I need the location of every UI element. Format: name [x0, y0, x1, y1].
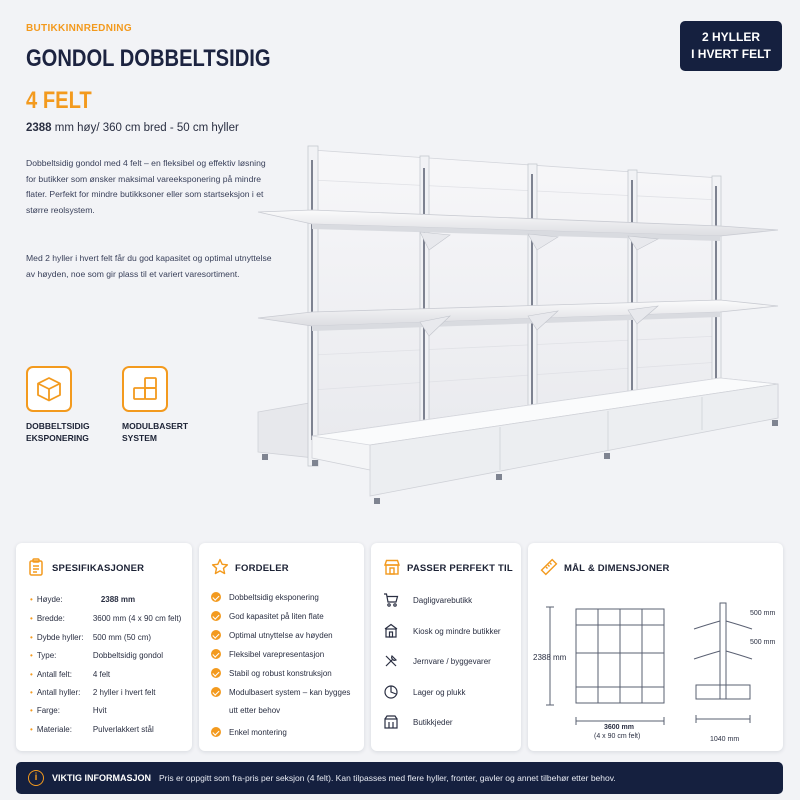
advantage-item: [211, 590, 319, 605]
badge-line-1: 2 HYLLER: [701, 30, 760, 44]
cart-icon: [383, 593, 399, 607]
dimension-summary: [26, 122, 239, 134]
advantage-item: [211, 647, 324, 662]
badge-line-2: I HVERT FELT: [691, 47, 771, 61]
spec-key: Type:: [36, 651, 57, 660]
spec-row: • Type: Dobbeltsidig gondol: [30, 651, 210, 660]
storefront-icon: [383, 558, 401, 576]
check-icon: [211, 649, 221, 659]
spec-value: 2 hyller i hvert felt: [92, 688, 156, 697]
advantage-text: Stabil og robust konstruksjon: [229, 669, 332, 678]
fit-item: [383, 623, 501, 639]
spec-row: • Bredde: 3600 mm (4 x 90 cm felt): [30, 614, 210, 623]
height-dimension: 2388 mm: [533, 653, 567, 662]
feature-label-2a: MODULBASERT: [122, 421, 189, 431]
width-note: (4 x 90 cm felt): [594, 733, 641, 740]
spec-value: Hvit: [92, 706, 107, 715]
width-dimension: 3600 mm: [604, 724, 634, 731]
chain-store-icon: [383, 714, 399, 730]
check-icon: [211, 727, 221, 737]
check-icon: [211, 611, 221, 621]
spec-value: 3600 mm (4 x 90 cm felt): [92, 614, 182, 623]
advantage-text: Modulbasert system – kan bygges: [229, 688, 351, 697]
spec-key: Dybde hyller:: [36, 633, 84, 642]
modules-icon: [122, 366, 168, 412]
spec-row: • Dybde hyller: 500 mm (50 cm): [30, 633, 210, 642]
spec-row: • Høyde: 2388 mm: [30, 595, 210, 604]
description-paragraph-2: Med 2 hyller i hvert felt får du god kapasitet og optimal utnyttelse av høyden, noe som gir plass til et variert varesortiment.: [26, 253, 272, 279]
fit-item: [383, 593, 472, 607]
fit-label: Jernvare / byggevarer: [413, 656, 491, 666]
fit-label: Butikkjeder: [413, 717, 453, 727]
check-icon: [211, 630, 221, 640]
check-icon: [211, 592, 221, 602]
spec-row: • Antall hyller: 2 hyller i hvert felt: [30, 688, 210, 697]
shelves-badge: [680, 21, 782, 71]
spec-value: 2388 mm: [100, 595, 136, 604]
eyebrow-label: BUTIKKINNREDNING: [26, 23, 132, 34]
info-label: VIKTIG INFORMASJON: [52, 773, 152, 783]
page-subtitle: 4 FELT: [26, 87, 92, 114]
fits-title: PASSER PERFEKT TIL: [407, 563, 513, 574]
clipboard-icon: [28, 558, 44, 576]
spec-key: Antall hyller:: [36, 688, 81, 697]
feature-label-2b: SYSTEM: [122, 433, 157, 443]
dimensions-title: MÅL & DIMENSJONER: [564, 563, 670, 574]
advantage-item: [211, 628, 333, 643]
feature-modular: [122, 366, 212, 444]
advantage-text: utt etter behov: [229, 706, 281, 715]
advantages-card: [199, 543, 364, 751]
front-elevation-drawing: [542, 603, 672, 738]
spec-value: Pulverlakkert stål: [92, 725, 154, 734]
info-icon: i: [28, 770, 44, 786]
tools-icon: [383, 653, 399, 669]
advantages-title: FORDELER: [235, 563, 289, 574]
dimension-rest: mm høy/ 360 cm bred - 50 cm hyller: [51, 122, 239, 134]
check-icon: [211, 668, 221, 678]
check-icon: [211, 687, 221, 697]
advantage-text: Fleksibel varepresentasjon: [229, 650, 325, 659]
advantage-text: Optimal utnyttelse av høyden: [229, 631, 333, 640]
specifications-title: SPESIFIKASJONER: [52, 563, 145, 574]
fits-card: [371, 543, 521, 751]
side-elevation-drawing: [686, 599, 766, 734]
feature-double-sided: [26, 366, 116, 444]
specifications-card: [16, 543, 192, 751]
depth-dimension: 1040 mm: [710, 736, 740, 743]
fit-item: [383, 653, 491, 669]
advantage-text: Enkel montering: [229, 728, 287, 737]
spec-key: Høyde:: [36, 595, 63, 604]
fit-item: [383, 714, 453, 730]
spec-row: • Materiale: Pulverlakkert stål: [30, 725, 210, 734]
spec-key: Bredde:: [36, 614, 65, 623]
fit-item: [383, 684, 465, 700]
feature-label-1a: DOBBELTSIDIG: [26, 421, 90, 431]
advantage-item: [211, 685, 350, 700]
ruler-icon: [540, 558, 558, 576]
page-title: GONDOL DOBBELTSIDIG: [26, 45, 271, 72]
feature-label-1b: EKSPONERING: [26, 433, 89, 443]
spec-key: Farge:: [36, 706, 60, 715]
advantage-item: [211, 725, 287, 740]
gondola-product-image: [250, 140, 785, 520]
dimensions-card: [528, 543, 783, 751]
boxes-icon: [383, 684, 399, 700]
spec-value: Dobbeltsidig gondol: [92, 651, 164, 660]
advantage-text: God kapasitet på liten flate: [229, 612, 324, 621]
fit-label: Lager og plukk: [413, 687, 466, 697]
spec-key: Materiale:: [36, 725, 72, 734]
advantage-item: [211, 666, 332, 681]
shelf-depth-1: 500 mm: [750, 610, 776, 617]
spec-key: Antall felt:: [36, 670, 72, 679]
description-paragraph-1: Dobbeltsidig gondol med 4 felt – en fleksibel og effektiv løsning for butikker som ønsker maksimal vareeksponering på mindre flater. Perfekt for mindre butikksoner eller som startseksjon i et større reolsystem.: [26, 158, 266, 215]
advantage-item: [211, 609, 324, 624]
advantage-text: Dobbeltsidig eksponering: [229, 593, 319, 602]
advantage-item-continued: [229, 703, 280, 718]
info-banner: [16, 762, 783, 794]
fit-label: Dagligvarebutikk: [413, 595, 473, 605]
spec-value: 500 mm (50 cm): [92, 633, 152, 642]
shelf-depth-2: 500 mm: [750, 639, 776, 646]
spec-value: 4 felt: [92, 670, 111, 679]
store-icon: [383, 623, 399, 639]
info-text: Pris er oppgitt som fra-pris per seksjon (4 felt). Kan tilpasses med flere hyller, fronter, gavler og annet tilbehør etter behov.: [159, 773, 616, 783]
cube-icon: [26, 366, 72, 412]
height-value: 2388: [26, 122, 52, 134]
star-icon: [211, 558, 229, 576]
spec-row: • Farge: Hvit: [30, 706, 210, 715]
fit-label: Kiosk og mindre butikker: [413, 626, 501, 636]
spec-row: • Antall felt: 4 felt: [30, 670, 210, 679]
